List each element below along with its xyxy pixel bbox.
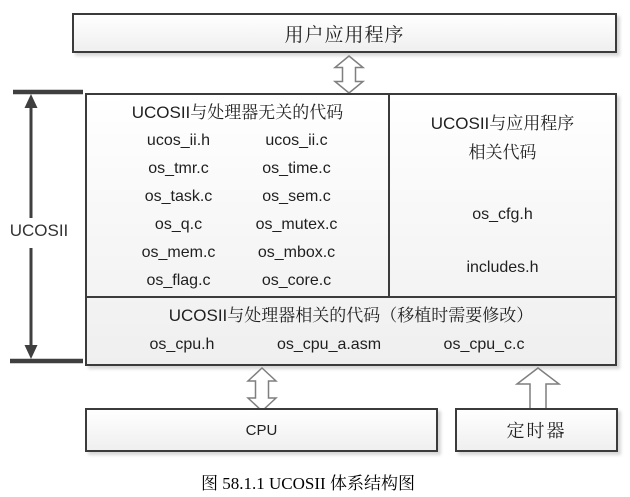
app-related-code-box	[390, 95, 615, 296]
file-row	[87, 127, 388, 155]
processor-dependent-title: UCOSII与处理器相关的代码（移植时需要修改）	[168, 306, 534, 325]
processor-dependent-code-box	[87, 296, 615, 364]
processor-independent-code-box	[87, 95, 390, 296]
file-name: os_q.c	[154, 216, 203, 233]
file-name: ucos_ii.h	[146, 132, 211, 149]
ucosii-block	[85, 93, 617, 366]
file-row	[87, 211, 388, 239]
timer-box	[455, 408, 618, 452]
file-name: os_mbox.c	[257, 244, 336, 261]
file-name: includes.h	[466, 259, 539, 276]
file-name: os_mutex.c	[255, 216, 338, 233]
file-name: os_cpu_a.asm	[276, 336, 382, 353]
ucosii-bracket-label: UCOSII	[9, 221, 69, 240]
file-row	[87, 239, 388, 267]
up-arrow-icon	[516, 367, 560, 410]
file-name: os_time.c	[262, 160, 331, 177]
double-arrow-icon	[334, 55, 364, 94]
cpu-label: CPU	[245, 421, 278, 439]
file-row	[87, 330, 615, 360]
file-name: ucos_ii.c	[265, 132, 328, 149]
file-name: os_mem.c	[141, 244, 216, 261]
file-row	[87, 267, 388, 295]
file-name: os_cfg.h	[472, 206, 533, 223]
file-name: os_sem.c	[262, 188, 331, 205]
app-related-title-line1: UCOSII与应用程序	[430, 114, 575, 133]
file-name: os_cpu_c.c	[443, 336, 525, 353]
file-name: os_task.c	[144, 188, 213, 205]
app-related-title-line2: 相关代码	[468, 143, 537, 162]
file-name: os_core.c	[261, 272, 332, 289]
double-arrow-icon	[247, 367, 277, 412]
processor-independent-title: UCOSII与处理器无关的代码	[131, 103, 344, 122]
figure-caption: 图 58.1.1 UCOSII 体系结构图	[201, 474, 415, 493]
file-name: os_tmr.c	[148, 160, 209, 177]
file-row	[87, 183, 388, 211]
file-row	[87, 155, 388, 183]
file-name: os_flag.c	[146, 272, 211, 289]
user-application-label: 用户应用程序	[284, 24, 405, 46]
user-application-box	[72, 13, 617, 53]
file-name: os_cpu.h	[149, 336, 215, 353]
timer-label: 定时器	[506, 421, 567, 441]
cpu-box	[85, 408, 438, 452]
